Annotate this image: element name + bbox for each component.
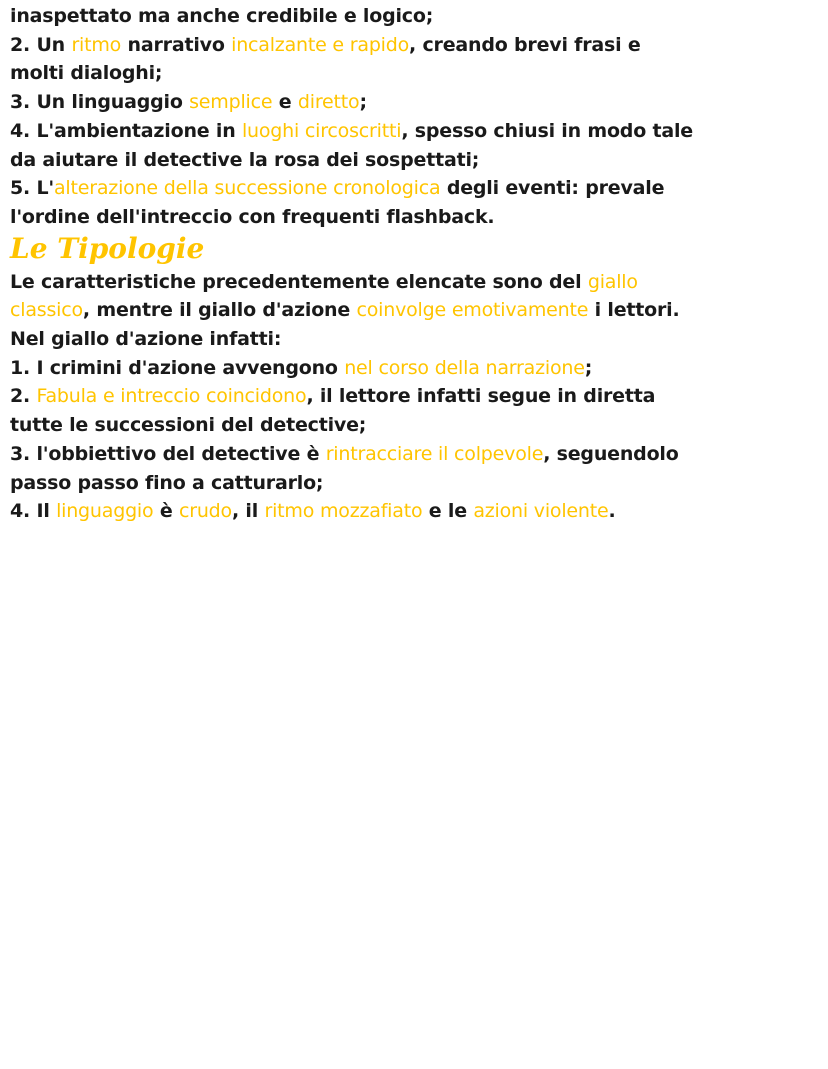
text-segment: ; [584, 356, 593, 379]
highlighted-text: ritmo mozzafiato [264, 500, 423, 523]
text-line [10, 117, 814, 146]
section-heading: Le Tipologie [10, 231, 205, 265]
text-line [10, 88, 814, 117]
features-list [10, 2, 814, 232]
text-line [10, 354, 814, 383]
text-line [10, 497, 814, 526]
text-segment: molti dialoghi; [10, 62, 163, 85]
text-segment: inaspettato ma anche credibile e logico; [10, 5, 434, 27]
highlighted-text: classico [10, 299, 83, 322]
text-segment: , seguendolo [543, 442, 679, 465]
highlighted-text: semplice [189, 91, 273, 114]
text-line [10, 2, 814, 31]
highlighted-text: ritmo [71, 33, 122, 56]
text-line [10, 59, 814, 88]
text-segment: , il lettore infatti segue in diretta [306, 385, 656, 408]
highlighted-text: alterazione della successione cronologica [53, 177, 441, 200]
highlighted-text: incalzante e rapido [231, 33, 410, 56]
highlighted-text: azioni violente [473, 500, 609, 523]
text-line [10, 382, 814, 411]
text-segment: ; [359, 91, 367, 114]
text-segment: e le [422, 500, 474, 523]
highlighted-text: rintracciare il colpevole [325, 442, 544, 465]
text-segment: , mentre il giallo d'azione [82, 299, 357, 322]
highlighted-text: nel corso della narrazione [344, 356, 585, 379]
text-line [10, 31, 814, 60]
text-line [10, 469, 814, 498]
text-segment: passo passo fino a catturarlo; [10, 471, 324, 494]
text-segment: narrativo [121, 33, 232, 56]
text-segment: è [153, 500, 179, 523]
text-segment: 2. Un [10, 33, 72, 56]
text-segment: da aiutare il detective la rosa dei sospettati; [10, 148, 480, 171]
text-line [10, 203, 814, 232]
text-line [10, 440, 814, 469]
text-segment: degli eventi: prevale [440, 177, 665, 200]
text-line [10, 325, 814, 354]
highlighted-text: crudo [178, 500, 232, 523]
text-segment: , creando brevi frasi e [409, 33, 641, 56]
text-segment: 4. L'ambientazione in [10, 119, 242, 142]
text-segment: 3. Un linguaggio [10, 91, 190, 114]
types-list [10, 268, 814, 526]
text-segment: Nel giallo d'azione infatti: [10, 328, 282, 351]
text-line [10, 174, 814, 203]
text-line [10, 146, 814, 175]
text-segment: e [272, 91, 298, 114]
text-segment: 4. Il [10, 500, 57, 523]
text-line [10, 296, 814, 325]
text-segment: , spesso chiusi in modo tale [401, 119, 693, 142]
text-line [10, 411, 814, 440]
text-segment: l'ordine dell'intreccio con frequenti flashback. [10, 205, 495, 228]
text-segment: tutte le successioni del detective; [10, 414, 367, 437]
text-segment: Le caratteristiche precedentemente elencate sono del [10, 270, 588, 293]
highlighted-text: coinvolge emotivamente [356, 299, 589, 322]
text-segment: , il [231, 500, 265, 523]
text-segment: 2. [10, 385, 37, 408]
text-segment: . [608, 500, 616, 523]
text-segment: 5. L' [10, 177, 54, 200]
text-segment: 3. l'obbiettivo del detective è [10, 442, 326, 465]
highlighted-text: luoghi circoscritti [241, 119, 402, 142]
highlighted-text: Fabula e intreccio coincidono [36, 385, 307, 408]
highlighted-text: linguaggio [56, 500, 154, 523]
highlighted-text: giallo [587, 270, 638, 293]
highlighted-text: diretto [297, 91, 360, 114]
text-segment: i lettori. [588, 299, 680, 322]
text-line [10, 268, 814, 297]
text-segment: 1. I crimini d'azione avvengono [10, 356, 345, 379]
